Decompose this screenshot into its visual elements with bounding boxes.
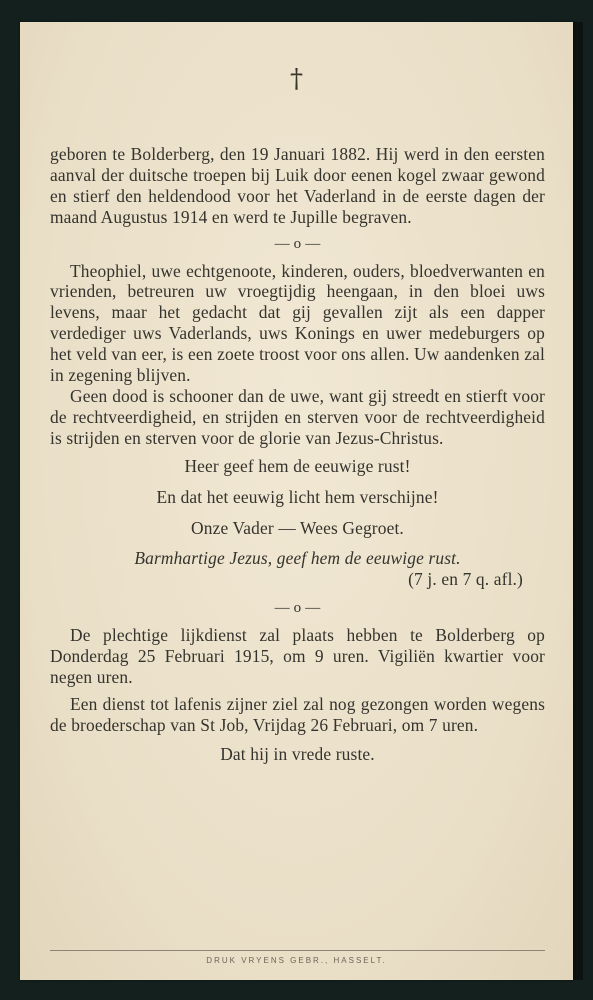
prayer-our-father: Onze Vader — Wees Gegroet.: [191, 517, 404, 538]
death-paragraph: Geen dood is schooner dan de uwe, want gij streedt en stierft voor de rechtveerdigheid, en strijden en sterven voor de rechtveerdigheid is strijden en sterven voor de glorie van Jezus-Christus.: [50, 385, 545, 448]
prayer-rest: Heer geef hem de eeuwige rust!: [184, 455, 411, 476]
memorial-card: [20, 22, 573, 980]
service-paragraph: De plechtige lijkdienst zal plaats hebben te Bolderberg op Donderdag 25 Februari 1915, om 9 uren. Vigiliën kwartier voor negen uren.: [50, 625, 545, 687]
footer-rule: [50, 950, 545, 951]
prayer-light: En dat het eeuwig licht hem verschijne!: [156, 486, 439, 507]
card-text: [50, 144, 545, 765]
family-paragraph: Theophiel, uwe echtgenoote, kinderen, ouders, bloedverwanten en vrienden, betreuren uw vroegtijdig heengaan, in den bloei uws levens, maar het gedacht dat gij gevallen zijt als een dapper verdediger uws Vaderlands, uws Konings en uwer medeburgers op het veld van eer, is een zoete troost voor ons allen. Uw aandenken zal in zegening blijven.: [50, 260, 545, 386]
separator: — o —: [274, 235, 321, 252]
cross-icon: †: [290, 64, 303, 94]
indulgence-note: (7 j. en 7 q. afl.): [408, 569, 523, 590]
printer-credit: DRUK VRYENS GEBR., HASSELT.: [206, 956, 387, 965]
intro-paragraph: geboren te Bolderberg, den 19 Januari 1882. Hij werd in den eersten aanval der duitsche troepen bij Luik door eenen kogel zwaar gewond en stierf den heldendood voor het Vaderland in de eerste dagen der maand Augustus 1914 en werd te Jupille begraven.: [50, 144, 545, 227]
separator-2: — o —: [274, 600, 321, 617]
right-edge-shadow: [573, 22, 583, 980]
second-service-paragraph: Een dienst tot lafenis zijner ziel zal nog gezongen worden wegens de broederschap van St Job, Vrijdag 26 Februari, om 7 uren.: [50, 693, 545, 735]
prayer-merciful-jesus: Barmhartige Jezus, geef hem de eeuwige rust.: [134, 548, 461, 569]
closing-line: Dat hij in vrede ruste.: [220, 743, 375, 764]
